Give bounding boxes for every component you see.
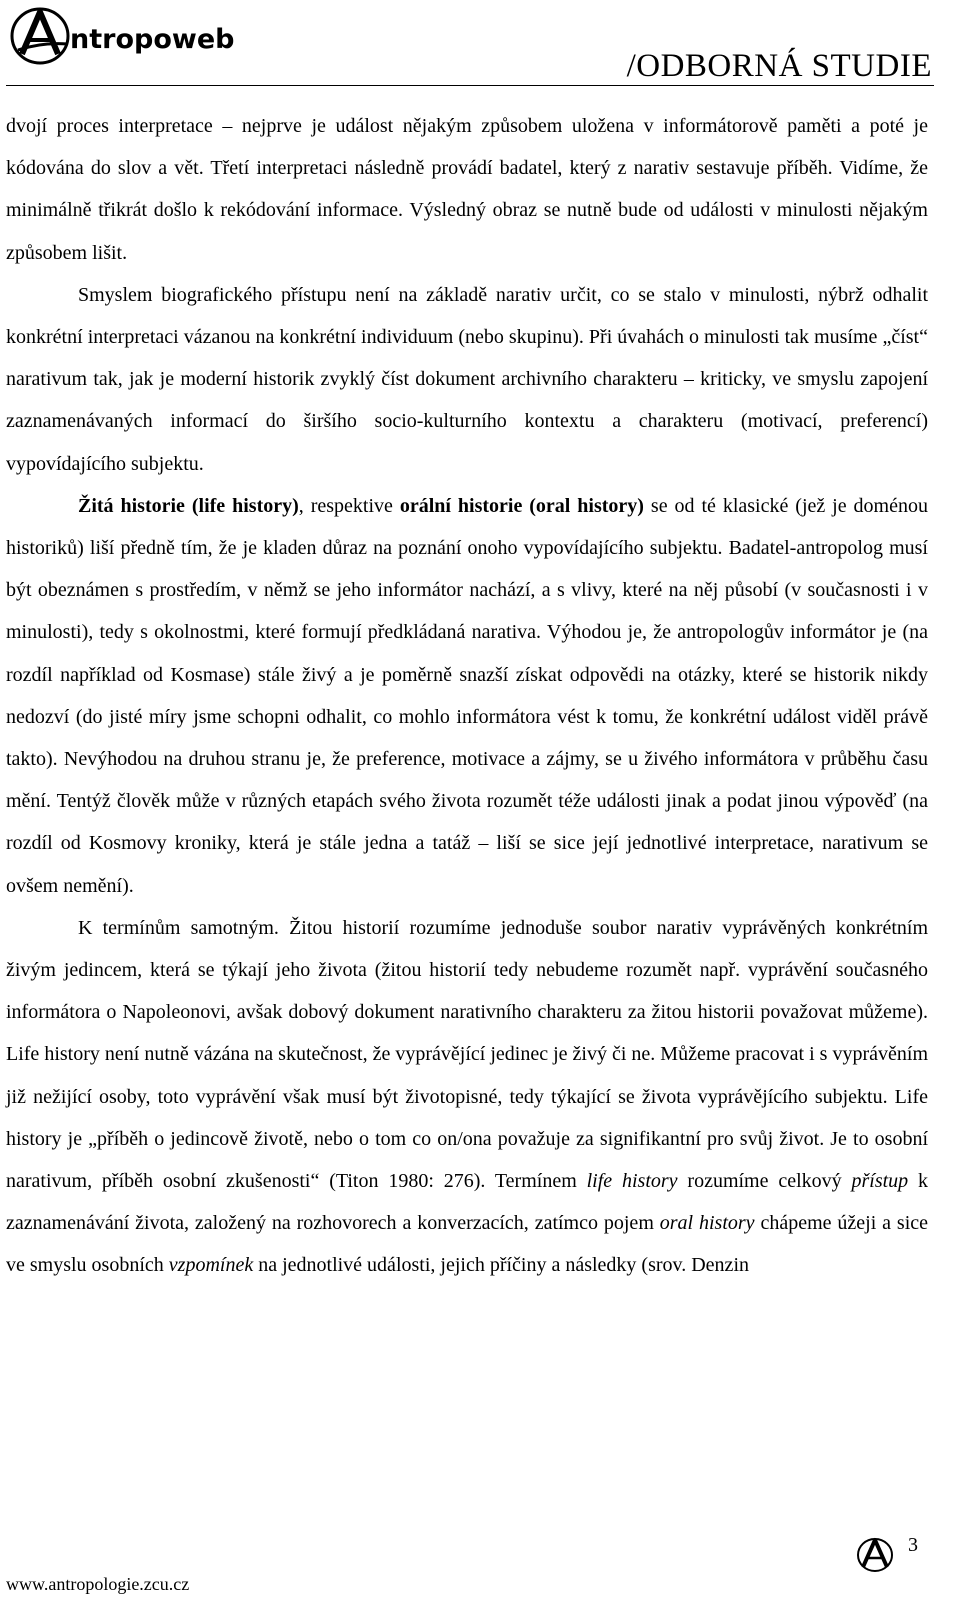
emphasis: přístup — [851, 1170, 909, 1193]
page-header — [0, 0, 960, 86]
text-run: k zaznamenávání života, založený na rozhovorech a konverzacích, zatímco pojem — [6, 1170, 929, 1235]
emphasis: oral history — [659, 1212, 755, 1235]
page-number: 3 — [908, 1534, 918, 1556]
term-oral-history: orální historie (oral history) — [399, 494, 644, 517]
text-run: K termínům samotným. Žitou historií rozumíme jednoduše soubor narativ vyprávěných konkrétním živým jedincem, která se týkají jeho života (žitou historií tedy nebudeme rozumět např. vyprávění současného informátora o Napoleonovi, avšak dobový dokument narativního charakteru za žitou historii považovat můžeme). Life history není nutně vázána na skutečnost, že vyprávějící jedinec je živý či ne. Můžeme pracovat i s vyprávěním již nežijící osoby, toto vyprávění však musí být životopisné, tedy týkající se života vyprávějícího subjektu. Life history je „příběh o jedincově životě, nebo o tom co on/ona považuje za signifikantní pro svůj život. Je to osobní narativum, příběh osobní zkušenosti“ (Titon 1980: 276). Termínem — [6, 916, 928, 1193]
term-life-history: Žitá historie (life history) — [78, 494, 299, 517]
paragraph: Smyslem biografického přístupu není na základě narativ určit, co se stalo v minulosti, nýbrž odhalit konkrétní interpretaci vázanou na konkrétní individuum (nebo skupinu). Při úvahách o minulosti tak musíme „číst“ narativum tak, jak je moderní historik zvyklý číst dokument archivního charakteru – kriticky, ve smyslu zapojení zaznamenávaných informací do širšího socio-kulturního kontextu a charakteru (motivací, preferencí) vypovídajícího subjektu. — [6, 283, 928, 475]
text-run: , respektive — [298, 494, 400, 517]
logo-text: ntropoweb — [70, 24, 235, 55]
footer-logo-icon — [855, 1535, 895, 1575]
paragraph — [6, 907, 928, 1287]
text-run: rozumíme celkový — [677, 1170, 852, 1193]
text-run: chápeme úžeji a sice ve smyslu osobních — [6, 1212, 929, 1277]
text-run: se od té klasické (jež je doménou historiků) liší předně tím, že je kladen důraz na poznání onoho vypovídajícího subjektu. Badatel-antropolog musí být obeznámen s prostředím, v němž se jeho informátor nachází, a s vlivy, které na něj působí (v současnosti i v minulosti), tedy s okolnostmi, které formují předkládaná narativa. Výhodou je, že antropologův informátor je (na rozdíl například od Kosmase) stále živý a je poměrně snazší získat odpovědi na otázky, které se historik nikdy nedozví (do jisté míry jsme schopni odhalit, co mohlo informátora vést k tomu, že konkrétní událost viděl právě takto). Nevýhodou na druhou stranu je, že preference, motivace a zájmy, se u živého informátora v průběhu času mění. Tentýž člověk může v různých etapách svého života rozumět téže události jinak a podat jinou výpověď (na rozdíl od Kosmovy kroniky, která je stále jedna a tatáž – liší se sice její jednotlivé interpretace, narativum se ovšem nemění). — [6, 494, 928, 897]
article-body — [6, 105, 928, 1287]
emphasis: life history — [586, 1170, 678, 1193]
footer-url: www.antropologie.zcu.cz — [6, 1574, 190, 1594]
paragraph: dvojí proces interpretace – nejprve je událost nějakým způsobem uložena v informátorově paměti a poté je kódována do slov a vět. Třetí interpretaci následně provádí badatel, který z narativ sestavuje příběh. Vidíme, že minimálně třikrát došlo k rekódování informace. Výsledný obraz se nutně bude od události v minulosti nějakým způsobem lišit. — [6, 115, 928, 264]
emphasis: vzpomínek — [168, 1254, 254, 1277]
text-run: na jednotlivé události, jejich příčiny a následky (srov. Denzin — [253, 1254, 749, 1277]
paragraph — [6, 485, 928, 907]
header-divider — [6, 85, 934, 86]
section-label: /ODBORNÁ STUDIE — [626, 48, 932, 84]
antropoweb-logo — [8, 4, 248, 68]
